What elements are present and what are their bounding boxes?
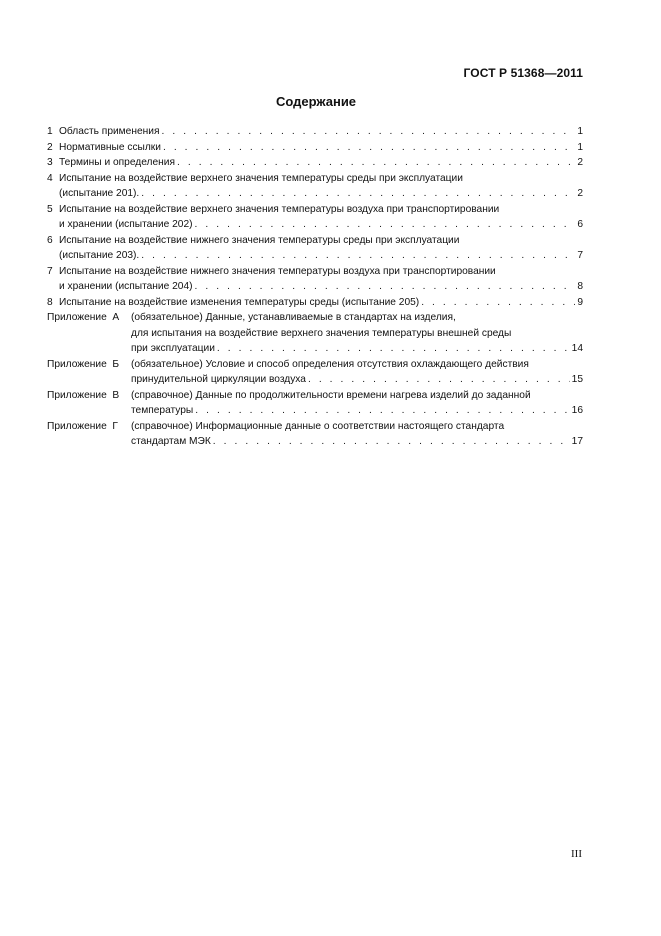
entry-title-cont: (испытание 201). <box>59 188 140 199</box>
entry-title: Испытание на воздействие нижнего значения температуры воздуха при транспортировании <box>59 265 496 277</box>
appendix-label: Приложение Г <box>47 420 118 432</box>
entry-number: 1 <box>47 126 53 137</box>
entry-page: 9 <box>577 296 583 308</box>
entry-number: 4 <box>47 172 53 184</box>
entry-title: Термины и определения <box>59 157 175 168</box>
toc-appendix[interactable] <box>47 419 583 450</box>
dot-leader <box>163 140 575 156</box>
toc-entry[interactable] <box>47 233 583 264</box>
toc-entry[interactable] <box>47 140 583 156</box>
entry-title: Нормативные ссылки <box>59 141 161 153</box>
entry-number: 7 <box>47 265 53 277</box>
toc-entry[interactable] <box>47 171 583 202</box>
appendix-title: (справочное) Информационные данные о соответствии настоящего стандарта <box>131 420 505 432</box>
toc-entry[interactable] <box>47 202 583 233</box>
dot-leader <box>161 124 575 140</box>
appendix-title: (обязательное) Данные, устанавливаемые в стандартах на изделия, <box>131 312 456 323</box>
entry-number: 2 <box>47 141 53 153</box>
dot-leader <box>217 341 570 357</box>
toc-title: Содержание <box>275 94 357 109</box>
toc-appendix[interactable] <box>47 388 583 419</box>
dot-leader <box>141 248 575 264</box>
appendix-label: Приложение Б <box>47 358 120 370</box>
toc-appendix[interactable] <box>47 357 583 388</box>
entry-title: Испытание на воздействие нижнего значения температуры среды при эксплуатации <box>59 234 460 246</box>
appendix-page: 15 <box>571 374 583 385</box>
entry-title-cont: и хранении (испытание 204) <box>59 281 193 292</box>
entry-title-cont: и хранении (испытание 202) <box>59 219 193 230</box>
toc-entry[interactable] <box>47 295 583 311</box>
appendix-page: 17 <box>571 436 583 447</box>
entry-title: Испытание на воздействие изменения температуры среды (испытание 205) <box>59 296 420 308</box>
appendix-page: 14 <box>571 343 583 354</box>
dot-leader <box>213 434 570 450</box>
entry-number: 8 <box>47 296 53 308</box>
appendix-title-cont: при эксплуатации <box>131 343 215 354</box>
appendix-title: (справочное) Данные по продолжительности времени нагрева изделий до заданной <box>131 389 531 401</box>
appendix-title: (обязательное) Условие и способ определения отсутствия охлаждающего действия <box>131 358 529 370</box>
appendix-title-cont: принудительной циркуляции воздуха <box>131 374 306 385</box>
dot-leader <box>141 186 575 202</box>
appendix-title-cont: для испытания на воздействие верхнего значения температуры внешней среды <box>131 327 512 339</box>
entry-page: 7 <box>577 250 583 261</box>
entry-title: Испытание на воздействие верхнего значения температуры воздуха при транспортировании <box>59 203 500 215</box>
dot-leader <box>195 217 576 233</box>
entry-page: 1 <box>577 126 583 137</box>
table-of-contents <box>47 124 583 450</box>
appendix-label: Приложение А <box>47 312 120 323</box>
dot-leader <box>177 155 575 171</box>
appendix-page: 16 <box>571 405 583 416</box>
appendix-title-cont: стандартам МЭК <box>131 436 211 447</box>
appendix-title-cont: температуры <box>131 405 194 416</box>
dot-leader <box>308 372 570 388</box>
document-code: ГОСТ Р 51368—2011 <box>463 66 583 80</box>
entry-number: 5 <box>47 203 53 215</box>
dot-leader <box>195 279 576 295</box>
entry-page: 2 <box>577 157 583 168</box>
page-number: III <box>571 848 582 860</box>
entry-number: 3 <box>47 157 53 168</box>
entry-title-cont: (испытание 203). <box>59 250 140 261</box>
appendix-label: Приложение В <box>47 389 120 401</box>
dot-leader <box>195 403 569 419</box>
entry-page: 8 <box>577 281 583 292</box>
entry-title: Испытание на воздействие верхнего значения температуры среды при эксплуатации <box>59 172 463 184</box>
toc-entry[interactable] <box>47 264 583 295</box>
entry-title: Область применения <box>59 126 160 137</box>
entry-page: 2 <box>577 188 583 199</box>
entry-page: 1 <box>577 141 583 153</box>
toc-entry[interactable] <box>47 124 583 140</box>
entry-page: 6 <box>577 219 583 230</box>
toc-appendix[interactable] <box>47 310 583 357</box>
toc-entry[interactable] <box>47 155 583 171</box>
dot-leader <box>421 295 575 311</box>
entry-number: 6 <box>47 234 53 246</box>
